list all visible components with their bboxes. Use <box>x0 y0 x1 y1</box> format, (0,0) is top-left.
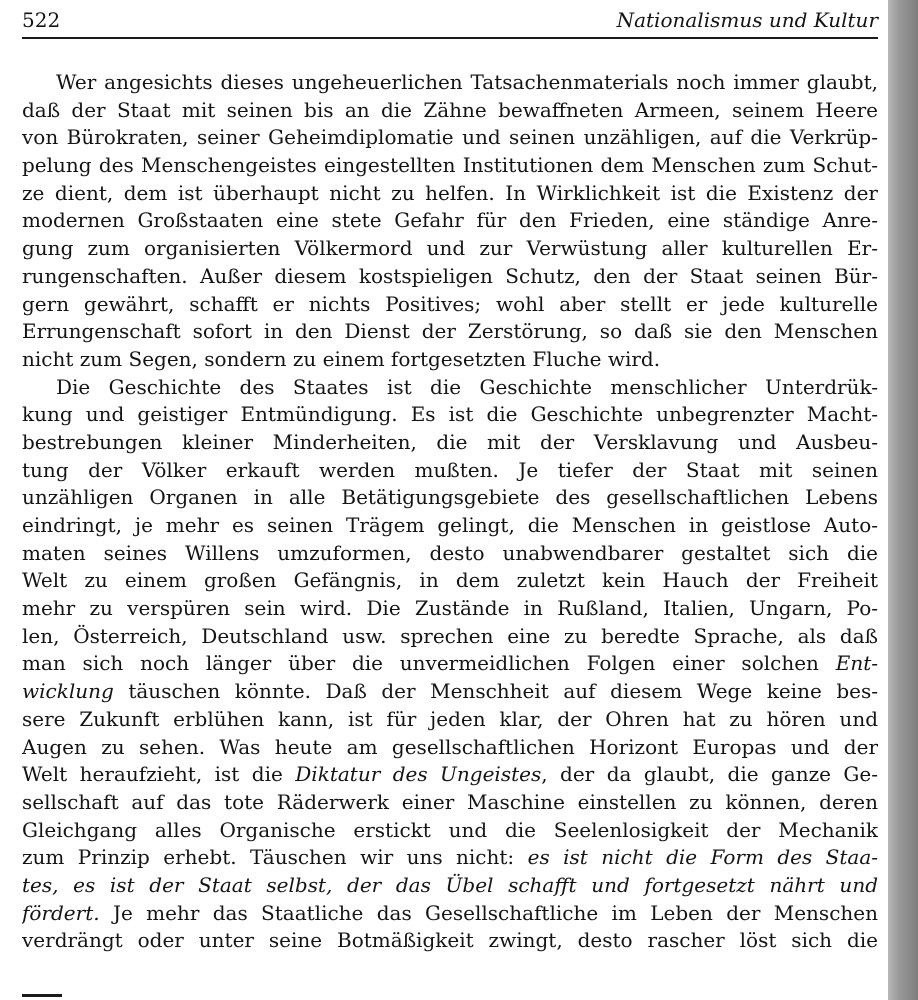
text-segment: Wer angesichts dieses ungeheuerlichen Tatsachenmaterials noch immer glaubt, <box>56 70 878 94</box>
text-line <box>22 927 878 955</box>
text-line <box>22 512 878 540</box>
text-line <box>22 734 878 762</box>
emphasis-text: es ist nicht die Form des Staa- <box>527 845 878 870</box>
text-line <box>22 97 878 125</box>
text-segment: täuschen könnte. Daß der Menschheit auf diesem Wege keine bes- <box>113 679 878 704</box>
paragraph <box>22 69 878 374</box>
text-segment: gern gewährt, schafft er nichts Positives; wohl aber stellt er jede kulturelle <box>22 291 878 316</box>
page-number: 522 <box>22 8 61 32</box>
text-line <box>22 291 878 319</box>
text-line <box>22 789 878 817</box>
text-line <box>22 318 878 346</box>
text-segment: , der da glaubt, die ganze Ge- <box>541 762 878 787</box>
paragraph <box>22 374 878 955</box>
emphasis-text: Ent- <box>835 651 878 676</box>
text-segment: Welt heraufzieht, ist die <box>22 762 296 787</box>
text-line <box>22 567 878 595</box>
text-segment: ze dient, dem ist überhaupt nicht zu helfen. In Wirklichkeit ist die Existenz der <box>22 180 878 205</box>
text-segment: eindringt, je mehr es seinen Trägem gelingt, die Menschen in geistlose Auto- <box>22 513 878 537</box>
text-line <box>22 124 878 152</box>
running-head <box>22 6 878 36</box>
text-line <box>22 761 878 789</box>
emphasis-text: tes, es ist der Staat selbst, der das Übel schafft und fortgesetzt nährt und <box>22 872 878 897</box>
emphasis-text: fördert. <box>22 900 100 925</box>
text-segment: nicht zum Segen, sondern zu einem fortgesetzten Fluche wird. <box>22 346 661 371</box>
text-line <box>22 429 878 457</box>
text-line <box>22 623 878 651</box>
body-text <box>22 69 878 955</box>
text-line <box>22 374 878 402</box>
text-segment: Die Geschichte des Staates ist die Geschichte menschlicher Unterdrük- <box>56 374 878 399</box>
text-line <box>22 152 878 180</box>
text-segment: man sich noch länger über die unvermeidlichen Folgen einer solchen <box>22 651 836 676</box>
text-segment: Gleichgang alles Organische erstickt und die Seelenlosigkeit der Mechanik <box>22 817 878 842</box>
scan-border <box>888 0 918 1000</box>
text-line <box>22 346 878 374</box>
text-line <box>22 900 878 928</box>
text-line <box>22 484 878 512</box>
text-segment: tung der Völker erkauft werden mußten. Je tiefer der Staat mit seinen <box>22 457 878 482</box>
text-segment: kung und geistiger Entmündigung. Es ist die Geschichte unbegrenzter Macht- <box>22 402 878 427</box>
text-segment: von Bürokraten, seiner Geheimdiplomatie und seinen unzähligen, auf die Verkrüp- <box>22 125 878 150</box>
text-segment: unzähligen Organen in alle Betätigungsgebiete des gesellschaftlichen Lebens <box>22 485 878 510</box>
text-segment: maten seines Willens umzuformen, desto unabwendbarer gestaltet sich die <box>22 540 878 565</box>
text-segment: rungenschaften. Außer diesem kostspieligen Schutz, den der Staat seinen Bür- <box>22 263 878 288</box>
text-segment: Welt zu einem großen Gefängnis, in dem zuletzt kein Hauch der Freiheit <box>22 568 878 593</box>
text-line <box>22 540 878 568</box>
text-line <box>22 706 878 734</box>
text-segment: modernen Großstaaten eine stete Gefahr für den Frieden, eine ständige Anre- <box>22 208 878 233</box>
text-line <box>22 595 878 623</box>
text-segment: bestrebungen kleiner Minderheiten, die mit der Versklavung und Ausbeu- <box>22 429 878 454</box>
header-rule <box>22 37 878 39</box>
text-line <box>22 678 878 706</box>
text-segment: sere Zukunft erblühen kann, ist für jeden klar, der Ohren hat zu hören und <box>22 706 878 731</box>
emphasis-text: Diktatur des Ungeistes <box>295 762 542 787</box>
text-line <box>22 872 878 900</box>
text-segment: Je mehr das Staatliche das Gesellschaftliche im Leben der Menschen <box>99 900 878 925</box>
text-segment: gung zum organisierten Völkermord und zur Verwüstung aller kulturellen Er- <box>22 236 878 261</box>
text-line <box>22 457 878 485</box>
text-line <box>22 817 878 845</box>
text-line <box>22 401 878 429</box>
text-segment: zum Prinzip erhebt. Täuschen wir uns nicht: <box>22 845 528 870</box>
text-line <box>22 207 878 235</box>
text-segment: len, Österreich, Deutschland usw. sprechen eine zu beredte Sprache, als daß <box>22 623 878 648</box>
text-segment: daß der Staat mit seinen bis an die Zähne bewaffneten Armeen, seinem Heere <box>22 97 878 122</box>
running-title: Nationalismus und Kultur <box>616 8 878 32</box>
text-line <box>22 69 878 97</box>
emphasis-text: wicklung <box>22 679 114 704</box>
footnote-rule <box>22 994 62 997</box>
text-line <box>22 650 878 678</box>
text-segment: Augen zu sehen. Was heute am gesellschaftlichen Horizont Europas und der <box>22 734 878 759</box>
text-segment: verdrängt oder unter seine Botmäßigkeit zwingt, desto rascher löst sich die <box>22 928 878 953</box>
text-line <box>22 180 878 208</box>
text-line <box>22 844 878 872</box>
text-segment: pelung des Menschengeistes eingestellten Institutionen dem Menschen zum Schut- <box>22 153 878 178</box>
text-segment: sellschaft auf das tote Räderwerk einer Maschine einstellen zu können, deren <box>22 789 878 814</box>
text-line <box>22 263 878 291</box>
text-segment: Errungenschaft sofort in den Dienst der Zerstörung, so daß sie den Menschen <box>22 319 878 344</box>
text-line <box>22 235 878 263</box>
text-segment: mehr zu verspüren sein wird. Die Zustände in Rußland, Italien, Ungarn, Po- <box>22 596 878 621</box>
